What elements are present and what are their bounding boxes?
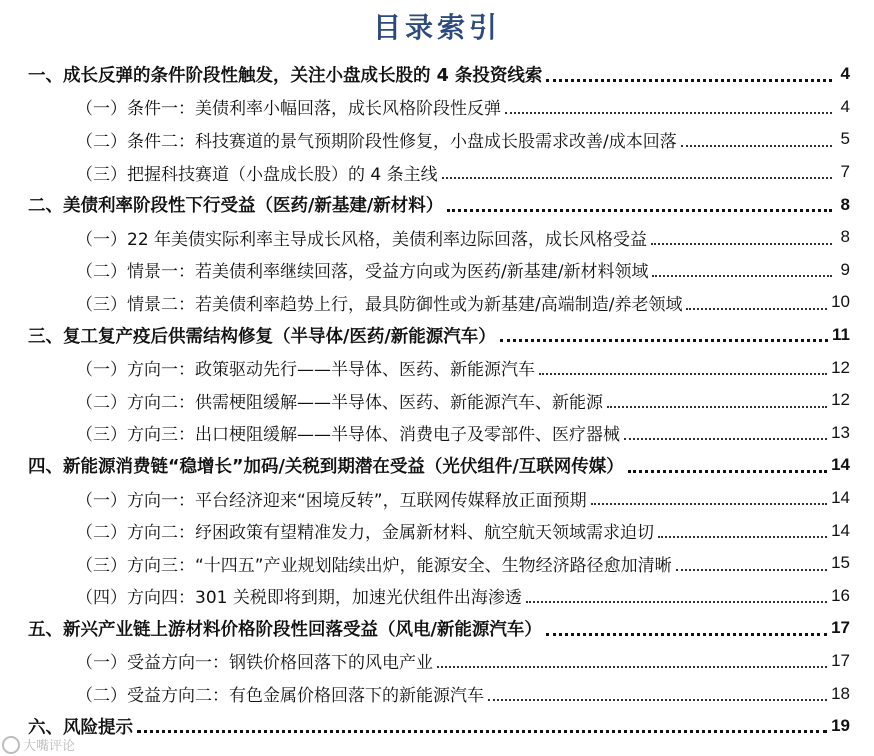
toc-subsection-entry[interactable]	[28, 417, 850, 450]
watermark-logo-icon	[2, 736, 20, 754]
toc-entry-text: （三）方向三：出口梗阻缓解——半导体、消费电子及零部件、医疗器械	[76, 425, 620, 446]
toc-entry-text: 四、新能源消费链“稳增长”加码/关税到期潜在受益（光伏组件/互联网传媒）	[28, 456, 624, 477]
toc-entry-text: （一）条件一：美债利率小幅回落，成长风格阶段性反弹	[76, 99, 501, 120]
toc-section-entry[interactable]	[28, 319, 850, 352]
toc-page-number: 12	[831, 390, 850, 410]
dot-leader	[539, 371, 827, 375]
toc-subsection-entry[interactable]	[28, 547, 850, 580]
dot-leader	[652, 273, 832, 277]
toc-subsection-entry[interactable]	[28, 91, 850, 124]
toc-page-number: 4	[840, 64, 850, 84]
watermark-text: 大嘴评论	[23, 739, 76, 754]
dot-leader	[607, 404, 827, 408]
toc-subsection-entry[interactable]	[28, 156, 850, 189]
toc-entry-text: （三）情景二：若美债利率趋势上行，最具防御性或为新基建/高端制造/养老领域	[76, 294, 683, 315]
dot-leader	[526, 599, 827, 603]
toc-subsection-entry[interactable]	[28, 514, 850, 547]
toc-subsection-entry[interactable]	[28, 645, 850, 678]
toc-page-number: 9	[840, 259, 850, 279]
toc-page-number: 14	[831, 520, 850, 540]
dot-leader	[447, 207, 832, 212]
dot-leader	[546, 631, 827, 636]
dot-leader	[591, 501, 827, 505]
toc-section-entry[interactable]	[28, 612, 850, 645]
toc-page-number: 19	[831, 716, 850, 736]
toc-page-number: 5	[840, 129, 850, 149]
dot-leader	[624, 436, 827, 440]
dot-leader	[628, 468, 827, 473]
toc-page-number: 14	[831, 488, 850, 508]
toc-page-number: 17	[831, 650, 850, 670]
dot-leader	[686, 306, 827, 310]
toc-entry-text: （二）方向二：纾困政策有望精准发力，金属新材料、航空航天领域需求迫切	[76, 523, 654, 544]
toc-page-number: 11	[832, 325, 850, 345]
toc-entry-text: （一）受益方向一：钢铁价格回落下的风电产业	[76, 653, 433, 674]
toc-subsection-entry[interactable]	[28, 580, 850, 613]
toc-subsection-entry[interactable]	[28, 221, 850, 254]
toc-subsection-entry[interactable]	[28, 123, 850, 156]
toc-subsection-entry[interactable]	[28, 384, 850, 417]
dot-leader	[442, 175, 832, 179]
toc-entry-text: （二）方向二：供需梗阻缓解——半导体、医药、新能源汽车、新能源	[76, 392, 603, 413]
dot-leader	[546, 77, 832, 82]
toc-subsection-entry[interactable]	[28, 677, 850, 710]
dot-leader	[505, 110, 832, 114]
toc-subsection-entry[interactable]	[28, 254, 850, 287]
toc-section-entry[interactable]	[28, 710, 850, 743]
toc-page-number: 8	[840, 227, 850, 247]
dot-leader	[651, 241, 832, 245]
toc-page-number: 14	[831, 455, 850, 475]
toc-entry-text: 五、新兴产业链上游材料价格阶段性回落受益（风电/新能源汽车）	[28, 619, 542, 640]
toc-page-number: 13	[831, 422, 850, 442]
dot-leader	[488, 697, 827, 701]
toc-page-number: 18	[831, 683, 850, 703]
toc-subsection-entry[interactable]	[28, 482, 850, 515]
dot-leader	[676, 567, 827, 571]
table-of-contents	[28, 58, 850, 742]
toc-entry-text: （二）情景一：若美债利率继续回落，受益方向或为医药/新基建/新材料领域	[76, 262, 649, 283]
toc-page-number: 4	[840, 96, 850, 116]
toc-entry-text: 一、成长反弹的条件阶段性触发，关注小盘成长股的 4 条投资线索	[28, 65, 543, 86]
toc-entry-text: （三）方向三：“十四五”产业规划陆续出炉，能源安全、生物经济路径愈加清晰	[76, 555, 672, 576]
toc-page-number: 10	[831, 292, 850, 312]
watermark	[2, 735, 75, 754]
toc-entry-text: （二）条件二：科技赛道的景气预期阶段性修复，小盘成长股需求改善/成本回落	[76, 131, 677, 152]
toc-section-entry[interactable]	[28, 188, 850, 221]
toc-entry-text: （三）把握科技赛道（小盘成长股）的 4 条主线	[76, 164, 438, 185]
toc-entry-text: （一）方向一：平台经济迎来“困境反转”，互联网传媒释放正面预期	[76, 490, 587, 511]
toc-subsection-entry[interactable]	[28, 351, 850, 384]
toc-entry-text: （一）22 年美债实际利率主导成长风格，美债利率边际回落，成长风格受益	[76, 229, 648, 250]
toc-page-number: 12	[831, 357, 850, 377]
toc-entry-text: （二）受益方向二：有色金属价格回落下的新能源汽车	[76, 686, 484, 707]
toc-entry-text: 六、风险提示	[28, 717, 133, 738]
toc-section-entry[interactable]	[28, 58, 850, 91]
toc-subsection-entry[interactable]	[28, 286, 850, 319]
dot-leader	[681, 143, 832, 147]
dot-leader	[137, 728, 827, 733]
toc-entry-text: 三、复工复产疫后供需结构修复（半导体/医药/新能源汽车）	[28, 326, 496, 347]
toc-page-number: 16	[831, 585, 850, 605]
dot-leader	[658, 534, 827, 538]
toc-section-entry[interactable]	[28, 449, 850, 482]
toc-page-number: 15	[831, 553, 850, 573]
dot-leader	[500, 337, 828, 342]
toc-page-number: 7	[840, 162, 850, 182]
toc-entry-text: 二、美债利率阶段性下行受益（医药/新基建/新材料）	[28, 196, 444, 217]
toc-entry-text: （四）方向四：301 关税即将到期，加速光伏组件出海渗透	[76, 588, 522, 609]
dot-leader	[437, 664, 827, 668]
toc-page-number: 17	[831, 618, 850, 638]
page-title: 目录索引	[372, 11, 501, 44]
toc-page-number: 8	[840, 194, 850, 214]
toc-entry-text: （一）方向一：政策驱动先行——半导体、医药、新能源汽车	[76, 360, 535, 381]
